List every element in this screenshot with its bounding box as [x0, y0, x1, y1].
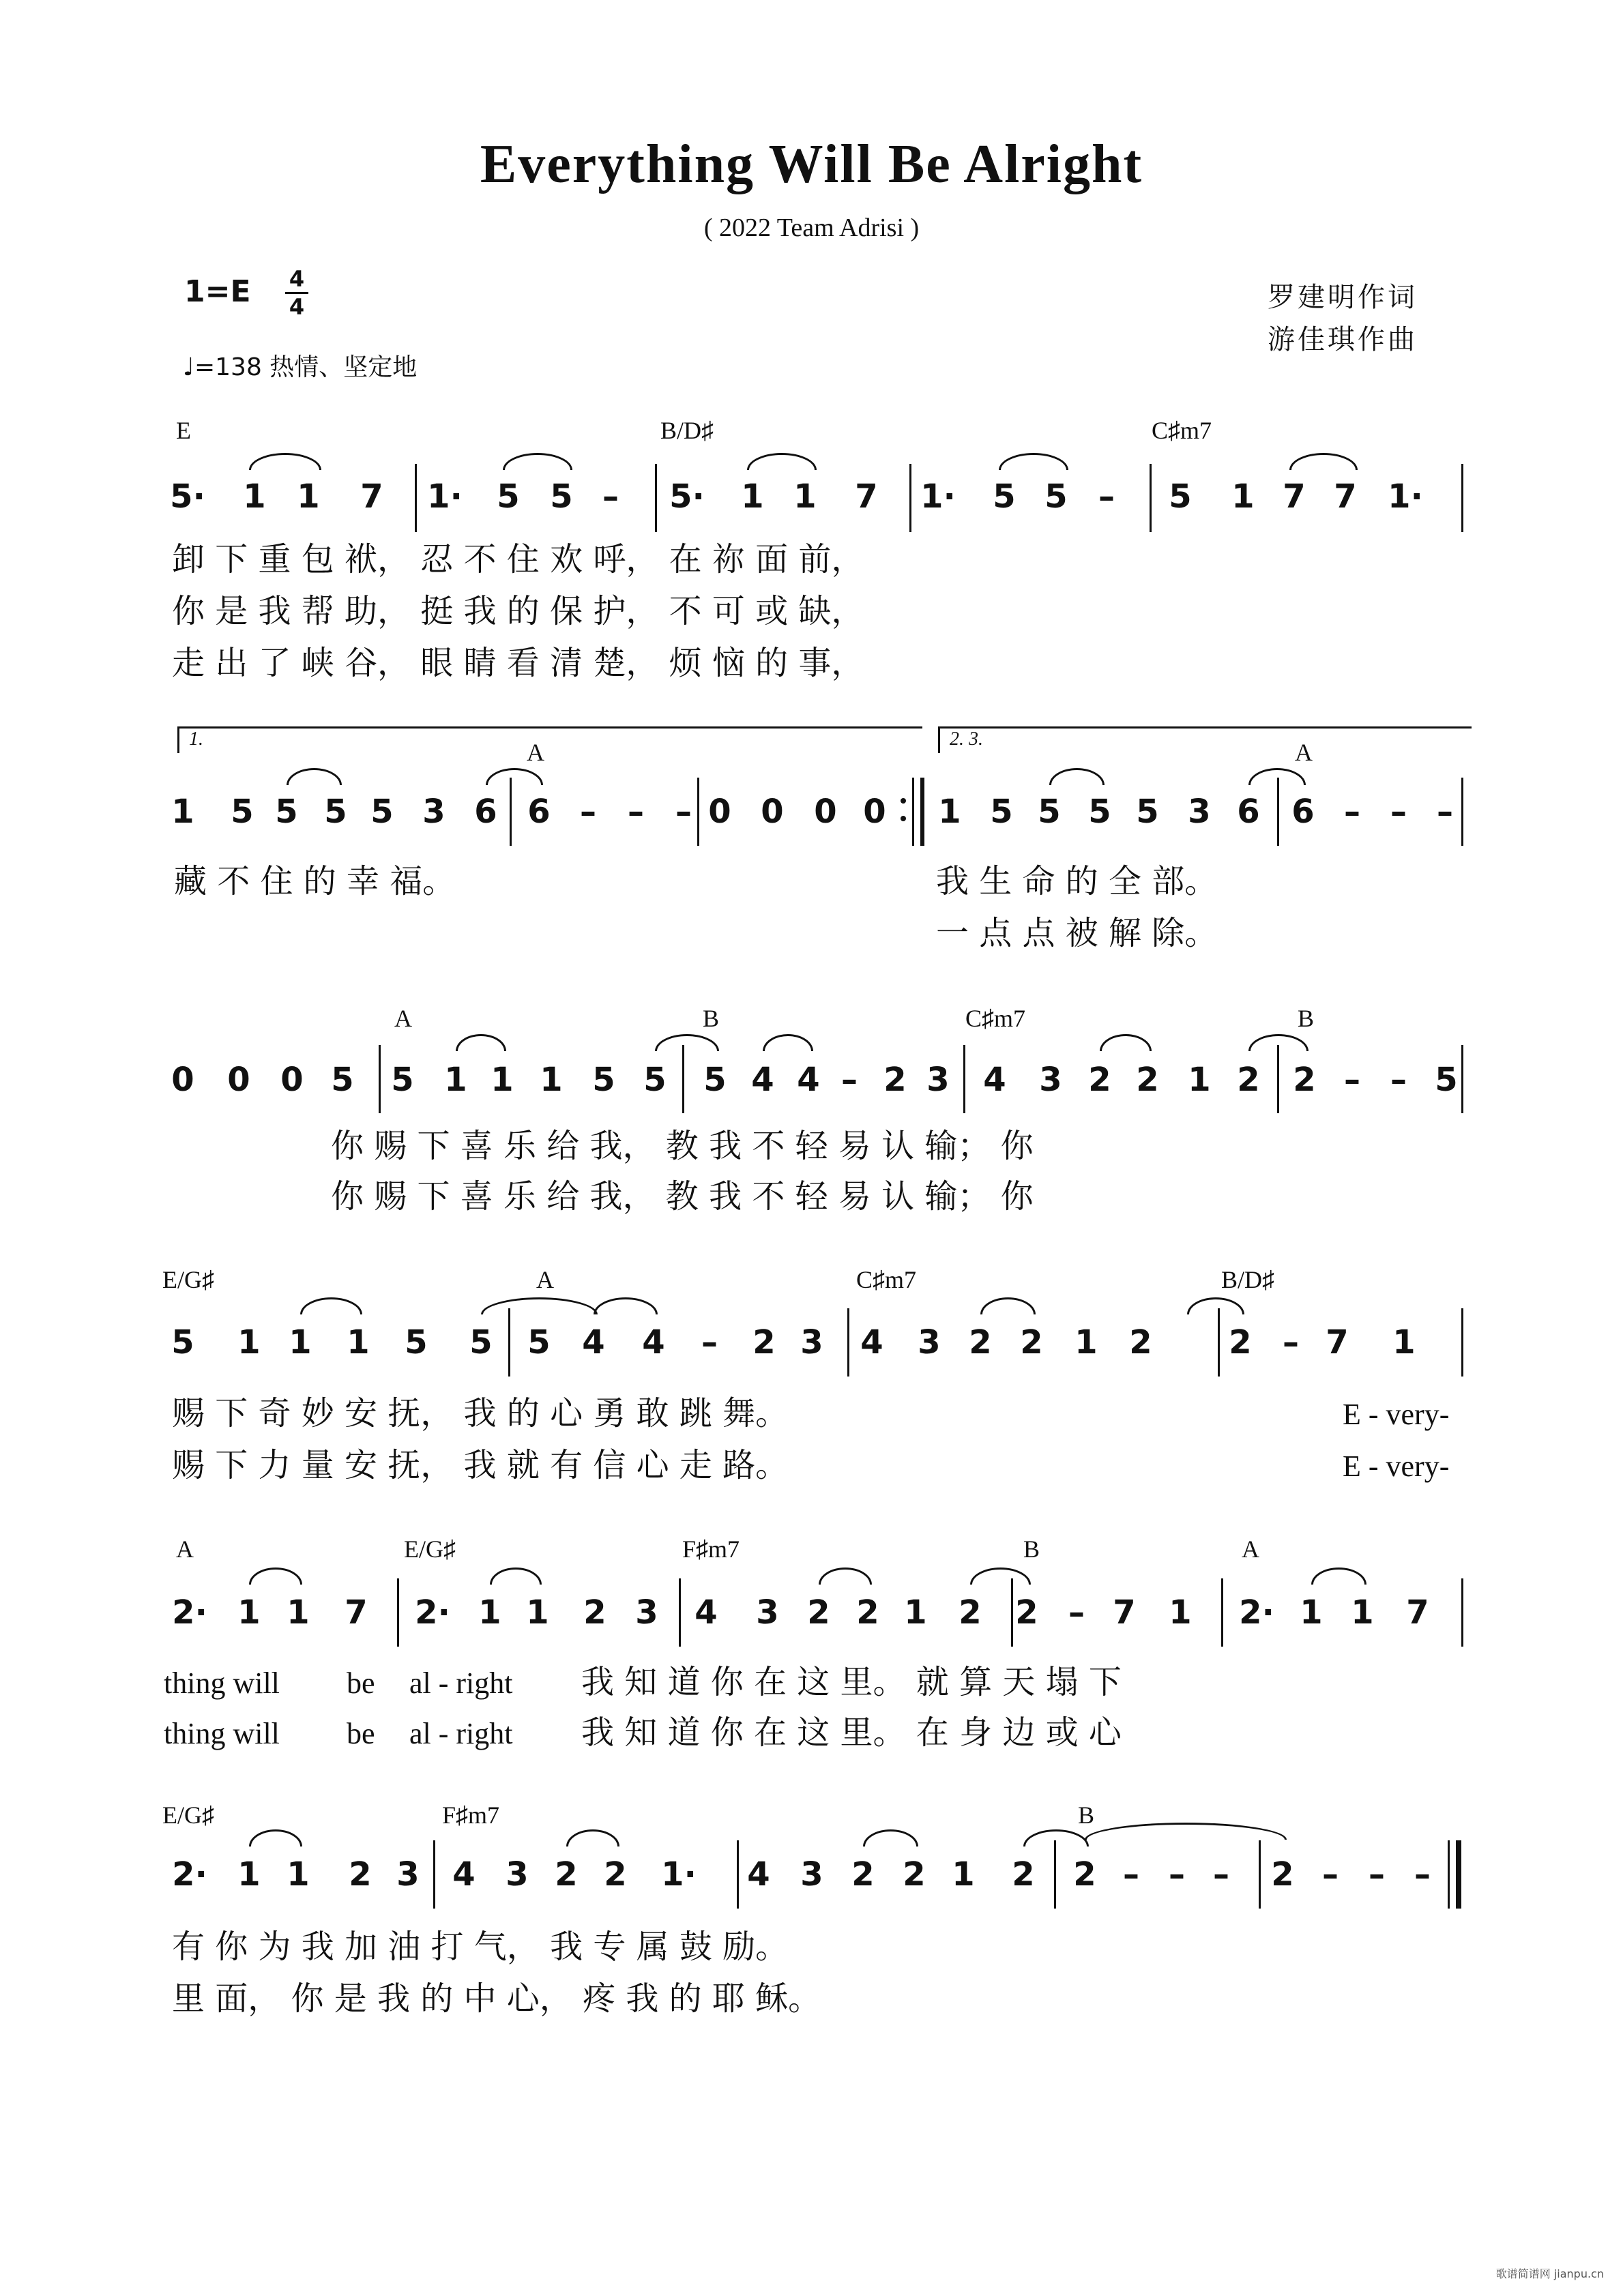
barline — [909, 464, 911, 532]
note: 2 — [555, 1855, 578, 1894]
lyric-word: thing will — [164, 1666, 280, 1700]
note: 1 — [287, 1593, 310, 1632]
note: 1 — [1392, 1323, 1416, 1362]
note: – — [1322, 1855, 1339, 1894]
note: 5 — [1435, 1061, 1458, 1099]
slur — [249, 453, 321, 470]
note: 1 — [1351, 1593, 1374, 1632]
slur — [1289, 453, 1358, 470]
lyric-line: 我 生 命 的 全 部。 — [936, 862, 1218, 900]
note: – — [1283, 1323, 1299, 1362]
note: 6 — [1291, 793, 1315, 831]
lyric-line: 你 赐 下 喜 乐 给 我， 教 我 不 轻 易 认 输； 你 — [331, 1177, 1034, 1216]
slur — [863, 1829, 918, 1846]
note: 5· — [170, 477, 205, 516]
barline — [1277, 1045, 1279, 1113]
note: 2 — [1020, 1323, 1043, 1362]
note: 7 — [1326, 1323, 1349, 1362]
note: 2 — [903, 1855, 926, 1894]
slur — [594, 1297, 658, 1314]
barline — [1461, 464, 1463, 532]
note: 1 — [444, 1061, 467, 1099]
repeat-barline — [912, 778, 914, 846]
note: 1 — [938, 793, 961, 831]
note: 3 — [1188, 793, 1211, 831]
chord-symbol: E/G♯ — [162, 1266, 214, 1293]
lyric-line: 一 点 点 被 解 除。 — [936, 914, 1218, 952]
note: 4 — [983, 1061, 1006, 1099]
chord-symbol: A — [1295, 739, 1313, 766]
note: 1 — [1188, 1061, 1211, 1099]
note: 5 — [171, 1323, 194, 1362]
note: 2· — [415, 1593, 450, 1632]
barline — [1461, 1308, 1463, 1377]
note: 1 — [237, 1593, 261, 1632]
chord-symbol: B — [1023, 1535, 1040, 1563]
chord-symbol: E — [176, 417, 191, 444]
note: 3 — [422, 793, 445, 831]
note: 6 — [474, 793, 497, 831]
chord-symbol: E/G♯ — [404, 1535, 456, 1563]
note: – — [628, 793, 644, 831]
note: 5 — [643, 1061, 667, 1099]
tie — [1085, 1823, 1287, 1840]
barline — [1259, 1840, 1261, 1909]
barline — [1277, 778, 1279, 846]
note: 3 — [926, 1061, 950, 1099]
note: 0 — [280, 1061, 304, 1099]
note: 2 — [1073, 1855, 1096, 1894]
note: 3 — [756, 1593, 779, 1632]
note: 0 — [761, 793, 784, 831]
note: 4 — [751, 1061, 774, 1099]
note: 2 — [959, 1593, 982, 1632]
note: 5 — [275, 793, 298, 831]
lyric-line: E - very- — [1343, 1449, 1450, 1483]
note: 7 — [360, 477, 383, 516]
lyric-line: E - very- — [1343, 1398, 1450, 1431]
barline — [1221, 1578, 1223, 1647]
chord-symbol: B/D♯ — [660, 417, 714, 444]
barline — [379, 1045, 381, 1113]
note: – — [602, 477, 619, 516]
note: 2 — [856, 1593, 879, 1632]
note: 1 — [1074, 1323, 1098, 1362]
slur — [287, 768, 342, 785]
note: 4 — [694, 1593, 718, 1632]
note: 2 — [883, 1061, 907, 1099]
slur — [481, 1297, 598, 1314]
note: 3 — [396, 1855, 420, 1894]
note: 1 — [237, 1323, 261, 1362]
note: 4 — [747, 1855, 770, 1894]
note: 5· — [669, 477, 705, 516]
time-signature — [285, 267, 308, 319]
slur — [1248, 1034, 1308, 1051]
note: 1 — [237, 1855, 261, 1894]
note: 1 — [171, 793, 194, 831]
note: 0 — [227, 1061, 250, 1099]
note: 7 — [1283, 477, 1306, 516]
note: 5 — [497, 477, 520, 516]
chord-symbol: C♯m7 — [1152, 417, 1212, 444]
chord-symbol: A — [394, 1005, 412, 1032]
note: 2 — [851, 1855, 875, 1894]
note: 1 — [540, 1061, 563, 1099]
barline — [1150, 464, 1152, 532]
note: 5 — [331, 1061, 354, 1099]
note: 4 — [797, 1061, 820, 1099]
note: 7 — [345, 1593, 368, 1632]
note: 6 — [527, 793, 551, 831]
note: 0 — [708, 793, 731, 831]
note: 5 — [550, 477, 573, 516]
note: 3 — [506, 1855, 529, 1894]
note: 2 — [752, 1323, 776, 1362]
lyric-line: 赐 下 奇 妙 安 抚， 我 的 心 勇 敢 跳 舞。 — [172, 1394, 789, 1432]
note: – — [1169, 1855, 1185, 1894]
note: – — [1390, 793, 1407, 831]
slur — [486, 768, 543, 785]
barline — [679, 1578, 681, 1647]
note: – — [675, 793, 692, 831]
barline — [508, 1308, 510, 1377]
note: 1 — [1231, 477, 1255, 516]
lyric-line: 有 你 为 我 加 油 打 气， 我 专 属 鼓 励。 — [172, 1928, 789, 1966]
slur — [1311, 1568, 1366, 1585]
note: 1 — [491, 1061, 514, 1099]
chord-symbol: B — [1298, 1005, 1315, 1032]
note: 1 — [904, 1593, 927, 1632]
note: 1 — [952, 1855, 975, 1894]
note: – — [1344, 1061, 1360, 1099]
barline — [397, 1578, 399, 1647]
note: 5 — [391, 1061, 414, 1099]
note: 2 — [1012, 1855, 1035, 1894]
slur — [1248, 768, 1306, 785]
slur — [980, 1297, 1036, 1314]
slur — [970, 1568, 1031, 1585]
barline — [433, 1840, 435, 1909]
note: 5 — [592, 1061, 615, 1099]
chord-symbol: B/D♯ — [1221, 1266, 1275, 1293]
slur — [999, 453, 1068, 470]
barline — [847, 1308, 849, 1377]
note: 1 — [793, 477, 817, 516]
note: 1 — [526, 1593, 549, 1632]
note: – — [701, 1323, 718, 1362]
lyric-word: al - right — [409, 1717, 513, 1750]
note: 1 — [1169, 1593, 1192, 1632]
repeat-dot — [901, 798, 906, 804]
note: 1 — [347, 1323, 370, 1362]
note: – — [1123, 1855, 1139, 1894]
note: – — [1390, 1061, 1407, 1099]
slur — [763, 1034, 813, 1051]
note: – — [1098, 477, 1115, 516]
barline — [682, 1045, 684, 1113]
slur — [566, 1829, 619, 1846]
lyric-word: be — [347, 1666, 375, 1700]
note: 2 — [969, 1323, 992, 1362]
note: 1 — [478, 1593, 501, 1632]
note: – — [1344, 793, 1360, 831]
note: 2 — [583, 1593, 606, 1632]
note: 2 — [349, 1855, 372, 1894]
barline — [415, 464, 417, 532]
lyric-line: 你 赐 下 喜 乐 给 我， 教 我 不 轻 易 认 输； 你 — [331, 1127, 1034, 1165]
note: 2 — [1237, 1061, 1260, 1099]
note: 5 — [231, 793, 254, 831]
repeat-dot — [901, 816, 906, 821]
lyric-line: 我 知 道 你 在 这 里。 在 身 边 或 心 — [581, 1713, 1122, 1752]
lyricist-credit: 罗建明作词 — [1268, 282, 1418, 313]
final-barline — [1448, 1840, 1450, 1909]
slur — [503, 453, 572, 470]
note: 7 — [1113, 1593, 1136, 1632]
slur — [747, 453, 817, 470]
note: 2 — [1136, 1061, 1159, 1099]
note: 7 — [855, 477, 878, 516]
note: 4 — [860, 1323, 883, 1362]
note: 0 — [814, 793, 837, 831]
note: 2 — [1088, 1061, 1111, 1099]
note: 0 — [171, 1061, 194, 1099]
note: – — [841, 1061, 858, 1099]
note: 3 — [800, 1855, 823, 1894]
note: 1 — [297, 477, 320, 516]
lyric-word: al - right — [409, 1666, 513, 1700]
note: 2 — [604, 1855, 627, 1894]
note: 6 — [1237, 793, 1260, 831]
credits — [1268, 276, 1418, 361]
slur — [1100, 1034, 1152, 1051]
note: 3 — [1039, 1061, 1062, 1099]
barline — [963, 1045, 965, 1113]
lyric-word: thing will — [164, 1717, 280, 1750]
note: – — [1414, 1855, 1431, 1894]
first-ending: 1. — [177, 726, 922, 753]
lyric-line: 赐 下 力 量 安 抚， 我 就 有 信 心 走 路。 — [172, 1446, 789, 1484]
note: 2· — [1239, 1593, 1274, 1632]
chord-symbol: B — [703, 1005, 720, 1032]
chord-symbol: A — [176, 1535, 194, 1563]
note: – — [1437, 793, 1453, 831]
note: 5 — [324, 793, 347, 831]
note: 3 — [918, 1323, 941, 1362]
note: 1· — [661, 1855, 697, 1894]
chord-symbol: C♯m7 — [856, 1266, 917, 1293]
chord-symbol: A — [527, 739, 544, 766]
note: 2 — [1129, 1323, 1152, 1362]
lyric-line: 藏 不 住 的 幸 福。 — [174, 862, 456, 900]
slur — [249, 1829, 302, 1846]
chord-symbol: B — [1078, 1801, 1095, 1829]
note: 5 — [1136, 793, 1159, 831]
chord-symbol: C♯m7 — [965, 1005, 1026, 1032]
note: 2· — [172, 1593, 207, 1632]
lyric-line: 你 是 我 帮 助， 挺 我 的 保 护， 不 可 或 缺， — [172, 592, 864, 630]
lyric-line: 走 出 了 峡 谷， 眼 睛 看 清 楚， 烦 恼 的 事， — [172, 644, 864, 682]
note: – — [1369, 1855, 1385, 1894]
tempo-marking: ♩=138 热情、坚定地 — [183, 353, 418, 381]
barline — [510, 778, 512, 846]
note: 1 — [1300, 1593, 1323, 1632]
barline — [1054, 1840, 1056, 1909]
note: 2 — [1271, 1855, 1294, 1894]
slur — [655, 1034, 719, 1051]
chord-symbol: F♯m7 — [442, 1801, 500, 1829]
second-ending: 2. 3. — [938, 726, 1472, 753]
note: 5 — [527, 1323, 551, 1362]
slur — [1023, 1829, 1089, 1846]
note: 5 — [993, 477, 1016, 516]
note: – — [1068, 1593, 1085, 1632]
song-subtitle: ( 2022 Team Adrisi ) — [703, 214, 920, 242]
note: 1 — [287, 1855, 310, 1894]
note: 5 — [1038, 793, 1061, 831]
note: 4 — [452, 1855, 476, 1894]
note: 2 — [1229, 1323, 1252, 1362]
note: 5 — [990, 793, 1013, 831]
note: 2 — [1015, 1593, 1038, 1632]
note: 5 — [1169, 477, 1192, 516]
slur — [456, 1034, 506, 1051]
repeat-barline — [920, 778, 924, 846]
note: 1· — [920, 477, 956, 516]
note: 3 — [635, 1593, 658, 1632]
note: 2 — [807, 1593, 830, 1632]
chord-symbol: A — [536, 1266, 554, 1293]
note: 2 — [1293, 1061, 1316, 1099]
lyric-line: 我 知 道 你 在 这 里。 就 算 天 塌 下 — [581, 1663, 1122, 1701]
note: 5 — [469, 1323, 493, 1362]
note: 7 — [1334, 477, 1357, 516]
note: 1 — [243, 477, 266, 516]
note: 2· — [172, 1855, 207, 1894]
composer-credit: 游佳琪作曲 — [1268, 324, 1418, 355]
note: – — [1213, 1855, 1229, 1894]
note: 5 — [1044, 477, 1068, 516]
lyric-word: be — [347, 1717, 375, 1750]
note: 4 — [582, 1323, 605, 1362]
note: 5 — [405, 1323, 428, 1362]
note: 5 — [703, 1061, 727, 1099]
slur — [490, 1568, 542, 1585]
slur — [249, 1568, 302, 1585]
slur — [1187, 1297, 1244, 1314]
key-signature: 1=E — [184, 274, 251, 309]
lyric-line: 卸 下 重 包 袱， 忍 不 住 欢 呼， 在 祢 面 前， — [172, 540, 864, 578]
note: 5 — [1088, 793, 1111, 831]
note: – — [580, 793, 596, 831]
note: 1 — [289, 1323, 312, 1362]
slur — [1049, 768, 1105, 785]
note: 7 — [1406, 1593, 1429, 1632]
slur — [819, 1568, 872, 1585]
slur — [300, 1297, 362, 1314]
barline — [655, 464, 657, 532]
chord-symbol: A — [1242, 1535, 1259, 1563]
note: 1· — [1388, 477, 1423, 516]
chord-symbol: F♯m7 — [682, 1535, 740, 1563]
note: 1· — [427, 477, 463, 516]
note: 3 — [800, 1323, 823, 1362]
time-signature-top: 4 — [289, 266, 305, 292]
lyric-line: 里 面， 你 是 我 的 中 心， 疼 我 的 耶 稣。 — [172, 1979, 821, 2018]
final-barline — [1456, 1840, 1461, 1909]
barline — [1461, 1578, 1463, 1647]
note: 0 — [863, 793, 886, 831]
site-watermark: 歌谱简谱网 jianpu.cn — [1495, 2267, 1604, 2280]
note: 4 — [642, 1323, 665, 1362]
note: 5 — [370, 793, 394, 831]
song-title: Everything Will Be Alright — [480, 134, 1143, 194]
time-signature-bottom: 4 — [289, 294, 305, 320]
note: 1 — [741, 477, 764, 516]
chord-symbol: E/G♯ — [162, 1801, 214, 1829]
